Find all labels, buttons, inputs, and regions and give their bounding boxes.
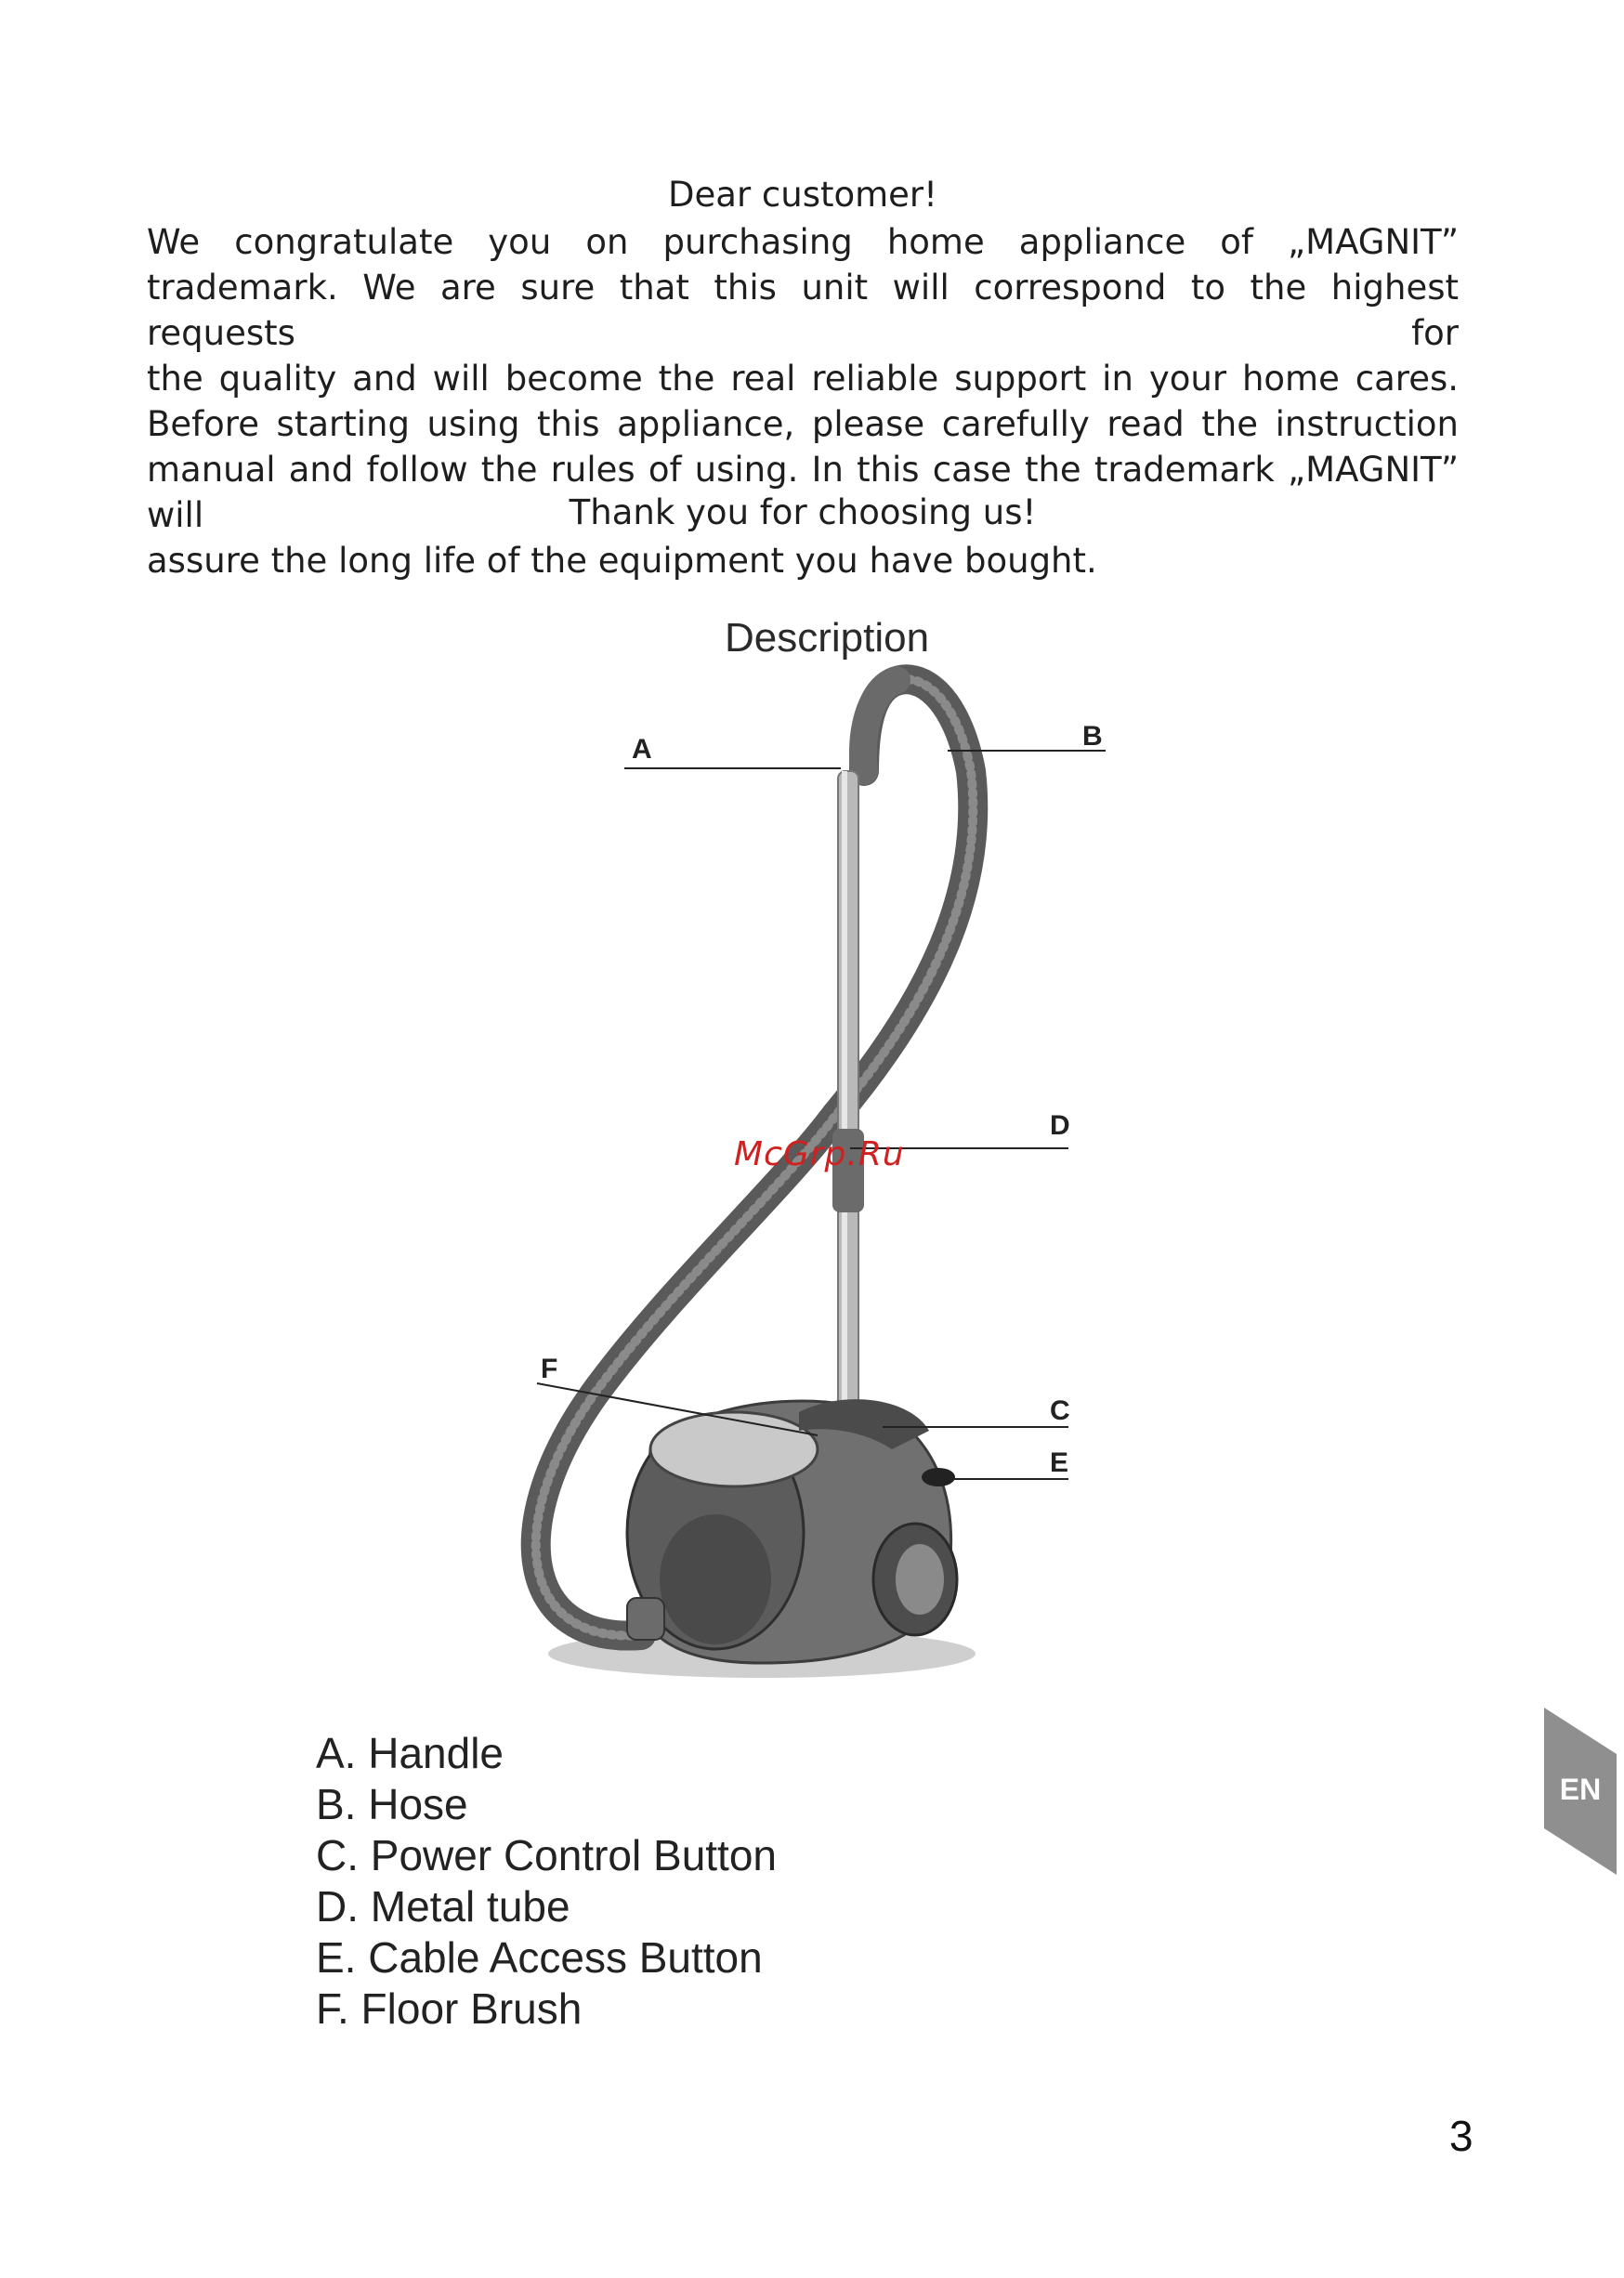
intro-line: the quality and will become the real reliable support in your home cares. — [147, 359, 1459, 399]
intro-line: manual and follow the rules of using. In this case the trademark „MAGNIT” will — [147, 450, 1459, 535]
intro-line: assure the long life of the equipment you have bought. — [147, 541, 1097, 581]
legend-item: A. Handle — [316, 1729, 504, 1777]
callout-b: B — [1082, 721, 1103, 752]
legend-item: E. Cable Access Button — [316, 1933, 763, 1982]
callout-f: F — [541, 1354, 558, 1384]
watermark: McGrp.Ru — [734, 1135, 905, 1173]
language-tab-label: EN — [1559, 1773, 1602, 1806]
legend-item: B. Hose — [316, 1780, 468, 1828]
salutation: Dear customer! — [668, 175, 937, 215]
closing-line: Thank you for choosing us! — [569, 492, 1037, 532]
callout-a: A — [632, 734, 652, 765]
page-number: 3 — [1449, 2112, 1473, 2160]
intro-line: trademark. We are sure that this unit will correspond to the highest requests for — [147, 268, 1459, 353]
metal-tube — [838, 771, 858, 1412]
handle — [863, 680, 897, 771]
description-title: Description — [724, 615, 930, 661]
legend-item: C. Power Control Button — [316, 1831, 778, 1879]
parts-legend — [316, 1728, 777, 2035]
intro-line: Before starting using this appliance, please carefully read the instruction — [147, 404, 1459, 444]
callout-e: E — [1050, 1447, 1069, 1478]
legend-item: F. Floor Brush — [316, 1984, 583, 2033]
callout-d: D — [1050, 1110, 1070, 1141]
callout-c: C — [1050, 1395, 1070, 1426]
legend-item: D. Metal tube — [316, 1882, 570, 1931]
intro-line: We congratulate you on purchasing home appliance of „MAGNIT” — [147, 222, 1459, 262]
